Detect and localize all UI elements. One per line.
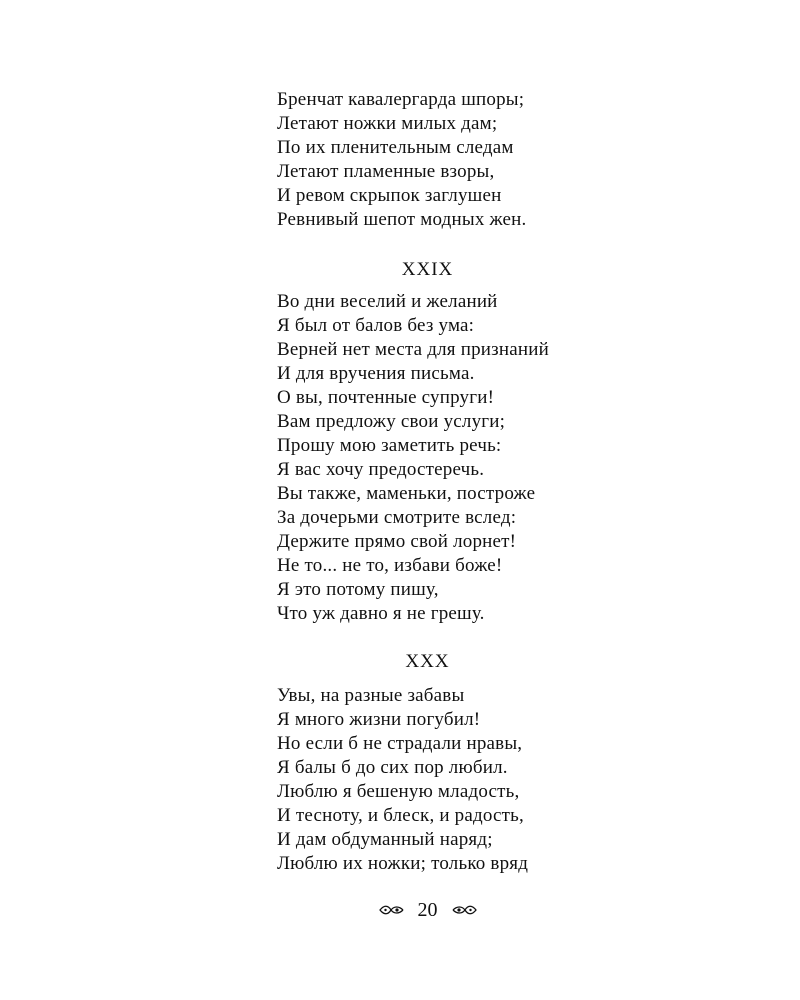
verse-line: Летают ножки милых дам; [277,113,498,134]
verse-line: Бренчат кавалергарда шпоры; [277,89,525,110]
verse-line: Люблю их ножки; только вряд [277,853,529,874]
verse-line: Прошу мою заметить речь: [277,435,502,456]
verse-line: Я балы б до сих пор любил. [277,757,508,778]
verse-line: Что уж давно я не грешу. [277,603,485,624]
verse-line: Держите прямо свой лорнет! [277,531,517,552]
page-footer [0,896,800,923]
verse-line: Во дни веселий и желаний [277,291,498,312]
stanza-xxix [277,290,549,626]
page-number: 20 [417,899,438,922]
verse-line: Верней нет места для признаний [277,339,549,360]
verse-line: Вы также, маменьки, построже [277,483,536,504]
verse-line: Я вас хочу предостеречь. [277,459,485,480]
verse-line: Я много жизни погубил! [277,709,481,730]
verse-line: О вы, почтенные супруги! [277,387,495,408]
verse-line: По их пленительным следам [277,137,514,158]
verse-line: Не то... не то, избави боже! [277,555,503,576]
verse-line: Увы, на разные забавы [277,685,465,706]
verse-line: Ревнивый шепот модных жен. [277,209,527,230]
verse-line: Я был от балов без ума: [277,315,475,336]
verse-line: Летают пламенные взоры, [277,161,495,182]
stanza-xxx [277,684,528,876]
ornament-right-icon [451,903,477,917]
verse-line: Вам предложу свои услуги; [277,411,506,432]
verse-line: И ревом скрыпок заглушен [277,185,502,206]
verse-line: И для вручения письма. [277,363,475,384]
stanza-top [277,88,527,232]
verse-line: И тесноту, и блеск, и радость, [277,805,524,826]
verse-line: За дочерьми смотрите вслед: [277,507,517,528]
verse-line: Я это потому пишу, [277,579,439,600]
verse-line: И дам обдуманный наряд; [277,829,493,850]
stanza-heading-xxx: XXX [405,651,450,672]
ornament-left-icon [379,903,405,917]
verse-line: Но если б не страдали нравы, [277,733,523,754]
verse-line: Люблю я бешеную младость, [277,781,520,802]
stanza-heading-xxix: XXIX [401,259,454,280]
